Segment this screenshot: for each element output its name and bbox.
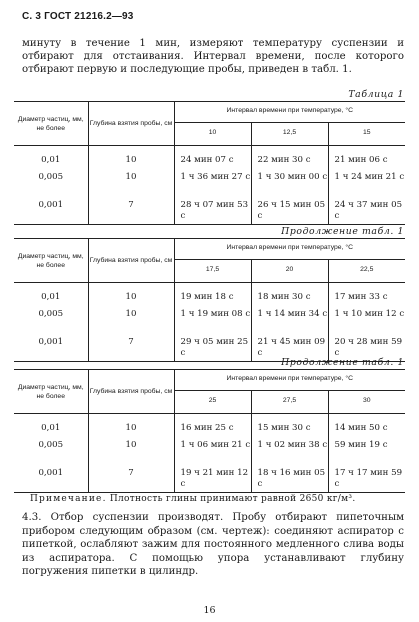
cell-depth: 10 — [88, 306, 174, 334]
cell-interval: 24 ч 37 мин 05 с — [328, 197, 405, 225]
cell-interval: 1 ч 06 мин 21 с — [174, 437, 251, 465]
table-caption: Продолжение табл. 1 — [281, 226, 404, 237]
cell-interval: 26 ч 15 мин 05 с — [251, 197, 328, 225]
col-header-temperature: 15 — [328, 123, 405, 146]
cell-depth: 7 — [88, 465, 174, 493]
cell-interval: 16 мин 25 с — [174, 414, 251, 437]
col-header-diameter: Диаметр частиц, мм, не более — [14, 239, 88, 283]
cell-interval: 19 мин 18 с — [174, 283, 251, 306]
cell-interval: 29 ч 05 мин 25 с — [174, 334, 251, 362]
cell-depth: 10 — [88, 169, 174, 197]
col-header-temperature: 10 — [174, 123, 251, 146]
cell-interval: 1 ч 30 мин 00 с — [251, 169, 328, 197]
note-text: Плотность глины принимают равной 2650 кг/м³. — [109, 494, 356, 504]
table-row — [14, 283, 405, 306]
cell-interval: 14 мин 50 с — [328, 414, 405, 437]
cell-interval: 18 ч 16 мин 05 с — [251, 465, 328, 493]
col-header-diameter: Диаметр частиц, мм, не более — [14, 102, 88, 146]
col-header-temperature: 30 — [328, 391, 405, 414]
time-interval-table — [14, 238, 405, 362]
col-header-temperature: 12,5 — [251, 123, 328, 146]
col-header-temperature: 17,5 — [174, 260, 251, 283]
cell-interval: 1 ч 36 мин 27 с — [174, 169, 251, 197]
col-header-interval-group: Интервал времени при температуре, °С — [174, 370, 405, 391]
cell-interval: 1 ч 14 мин 34 с — [251, 306, 328, 334]
cell-depth: 7 — [88, 197, 174, 225]
table-row — [14, 437, 405, 465]
page-header: С. 3 ГОСТ 21216.2—93 — [22, 11, 134, 22]
table-row — [14, 146, 405, 169]
table-row — [14, 306, 405, 334]
cell-depth: 10 — [88, 437, 174, 465]
col-header-temperature: 25 — [174, 391, 251, 414]
cell-interval: 17 мин 33 с — [328, 283, 405, 306]
table-row — [14, 465, 405, 493]
cell-depth: 10 — [88, 414, 174, 437]
table-row — [14, 197, 405, 225]
cell-interval: 28 ч 07 мин 53 с — [174, 197, 251, 225]
table-caption: Продолжение табл. 1 — [281, 357, 404, 368]
cell-interval: 1 ч 24 мин 21 с — [328, 169, 405, 197]
cell-diameter: 0,001 — [14, 465, 88, 493]
section-4-3-paragraph: 4.3. Отбор суспензии производят. Пробу отбирают пипеточным прибором следующим образом (см. чертеж): соединяют аспиратор с пипеткой, ослабляют зажим для постоянного медленного слива воды из аспиратора. С помощью упора устанавливают глубину погружения пипетки в цилиндр. — [22, 512, 404, 577]
cell-diameter: 0,005 — [38, 308, 64, 319]
table-row — [14, 414, 405, 437]
cell-interval: 15 мин 30 с — [251, 414, 328, 437]
col-header-depth: Глубина взятия пробы, см — [88, 370, 174, 414]
cell-interval: 1 ч 02 мин 38 с — [251, 437, 328, 465]
cell-diameter: 0,005 — [38, 439, 64, 450]
time-interval-table — [14, 369, 405, 493]
cell-interval: 1 ч 10 мин 12 с — [328, 306, 405, 334]
cell-diameter: 0,01 — [41, 423, 61, 433]
intro-paragraph: минуту в течение 1 мин, измеряют температуру суспензии и отбирают для отстаивания. Интервал времени, после которого отбирают первую и последующие пробы, приведен в табл. 1. — [22, 38, 404, 75]
cell-interval: 24 мин 07 с — [174, 146, 251, 169]
table-caption: Таблица 1 — [348, 89, 404, 100]
col-header-temperature: 22,5 — [328, 260, 405, 283]
cell-depth: 7 — [88, 334, 174, 362]
col-header-temperature: 27,5 — [251, 391, 328, 414]
cell-diameter: 0,01 — [41, 155, 61, 165]
col-header-interval-group: Интервал времени при температуре, °С — [174, 239, 405, 260]
cell-diameter: 0,005 — [38, 171, 64, 182]
cell-interval: 17 ч 17 мин 59 с — [328, 465, 405, 493]
cell-interval: 21 ч 45 мин 09 с — [251, 334, 328, 362]
cell-interval: 21 мин 06 с — [328, 146, 405, 169]
cell-interval: 59 мин 19 с — [328, 437, 405, 465]
col-header-diameter: Диаметр частиц, мм, не более — [14, 370, 88, 414]
cell-diameter: 0,001 — [14, 197, 88, 225]
cell-diameter: 0,01 — [41, 292, 61, 302]
cell-depth: 10 — [88, 146, 174, 169]
table-row — [14, 169, 405, 197]
page-number: 16 — [203, 605, 216, 616]
note — [30, 494, 356, 504]
cell-interval: 20 ч 28 мин 59 с — [328, 334, 405, 362]
note-label: Примечание. — [30, 494, 107, 504]
col-header-temperature: 20 — [251, 260, 328, 283]
col-header-interval-group: Интервал времени при температуре, °С — [174, 102, 405, 123]
time-interval-table — [14, 101, 405, 225]
cell-interval: 18 мин 30 с — [251, 283, 328, 306]
col-header-depth: Глубина взятия пробы, см — [88, 239, 174, 283]
cell-interval: 19 ч 21 мин 12 с — [174, 465, 251, 493]
cell-interval: 22 мин 30 с — [251, 146, 328, 169]
cell-diameter: 0,001 — [14, 334, 88, 362]
cell-depth: 10 — [88, 283, 174, 306]
cell-interval: 1 ч 19 мин 08 с — [174, 306, 251, 334]
col-header-depth: Глубина взятия пробы, см — [88, 102, 174, 146]
